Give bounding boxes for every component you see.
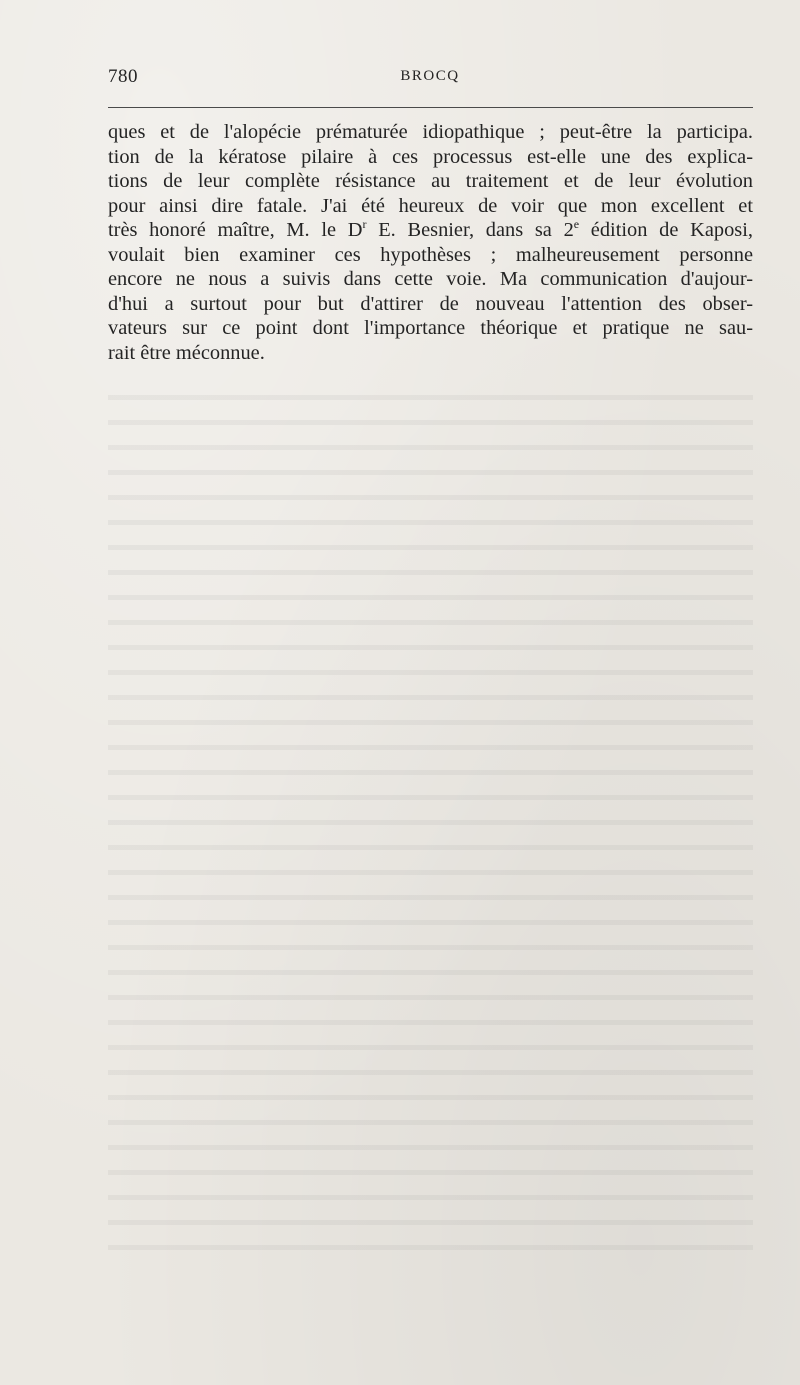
text-line-8: d'hui a surtout pour but d'attirer de nouveau l'attention des obser- (108, 292, 753, 315)
body-paragraph (108, 120, 753, 365)
header-rule (108, 107, 753, 108)
running-head: BROCQ (400, 68, 460, 84)
text-line-4: pour ainsi dire fatale. J'ai été heureux de voir que mon excellent et (108, 194, 753, 217)
page-header (108, 66, 752, 94)
show-through-texture (108, 380, 753, 1260)
superscript-e: e (573, 217, 580, 232)
text-line-6: voulait bien examiner ces hypothèses ; malheureusement personne (108, 243, 753, 266)
page-number: 780 (108, 66, 138, 87)
text-line-2: tion de la kératose pilaire à ces processus est-elle une des explica- (108, 145, 753, 168)
text-line-9: vateurs sur ce point dont l'importance théorique et pratique ne sau- (108, 317, 753, 339)
text-line-5-start: très honoré maître, M. le D (108, 219, 363, 241)
text-line-7: encore ne nous a suivis dans cette voie. Ma communication d'aujour- (108, 268, 753, 290)
text-line-5-mid: E. Besnier, dans sa 2 (366, 219, 574, 241)
text-line-10: rait être méconnue. (108, 341, 265, 364)
text-line-5-end: édition de Kaposi, (579, 219, 753, 241)
text-line-1: ques et de l'alopécie prématurée idiopathique ; peut-être la participa. (108, 121, 753, 143)
text-line-3: tions de leur complète résistance au traitement et de leur évolution (108, 170, 753, 192)
superscript-r: r (362, 217, 367, 232)
text-line-5 (108, 218, 753, 243)
